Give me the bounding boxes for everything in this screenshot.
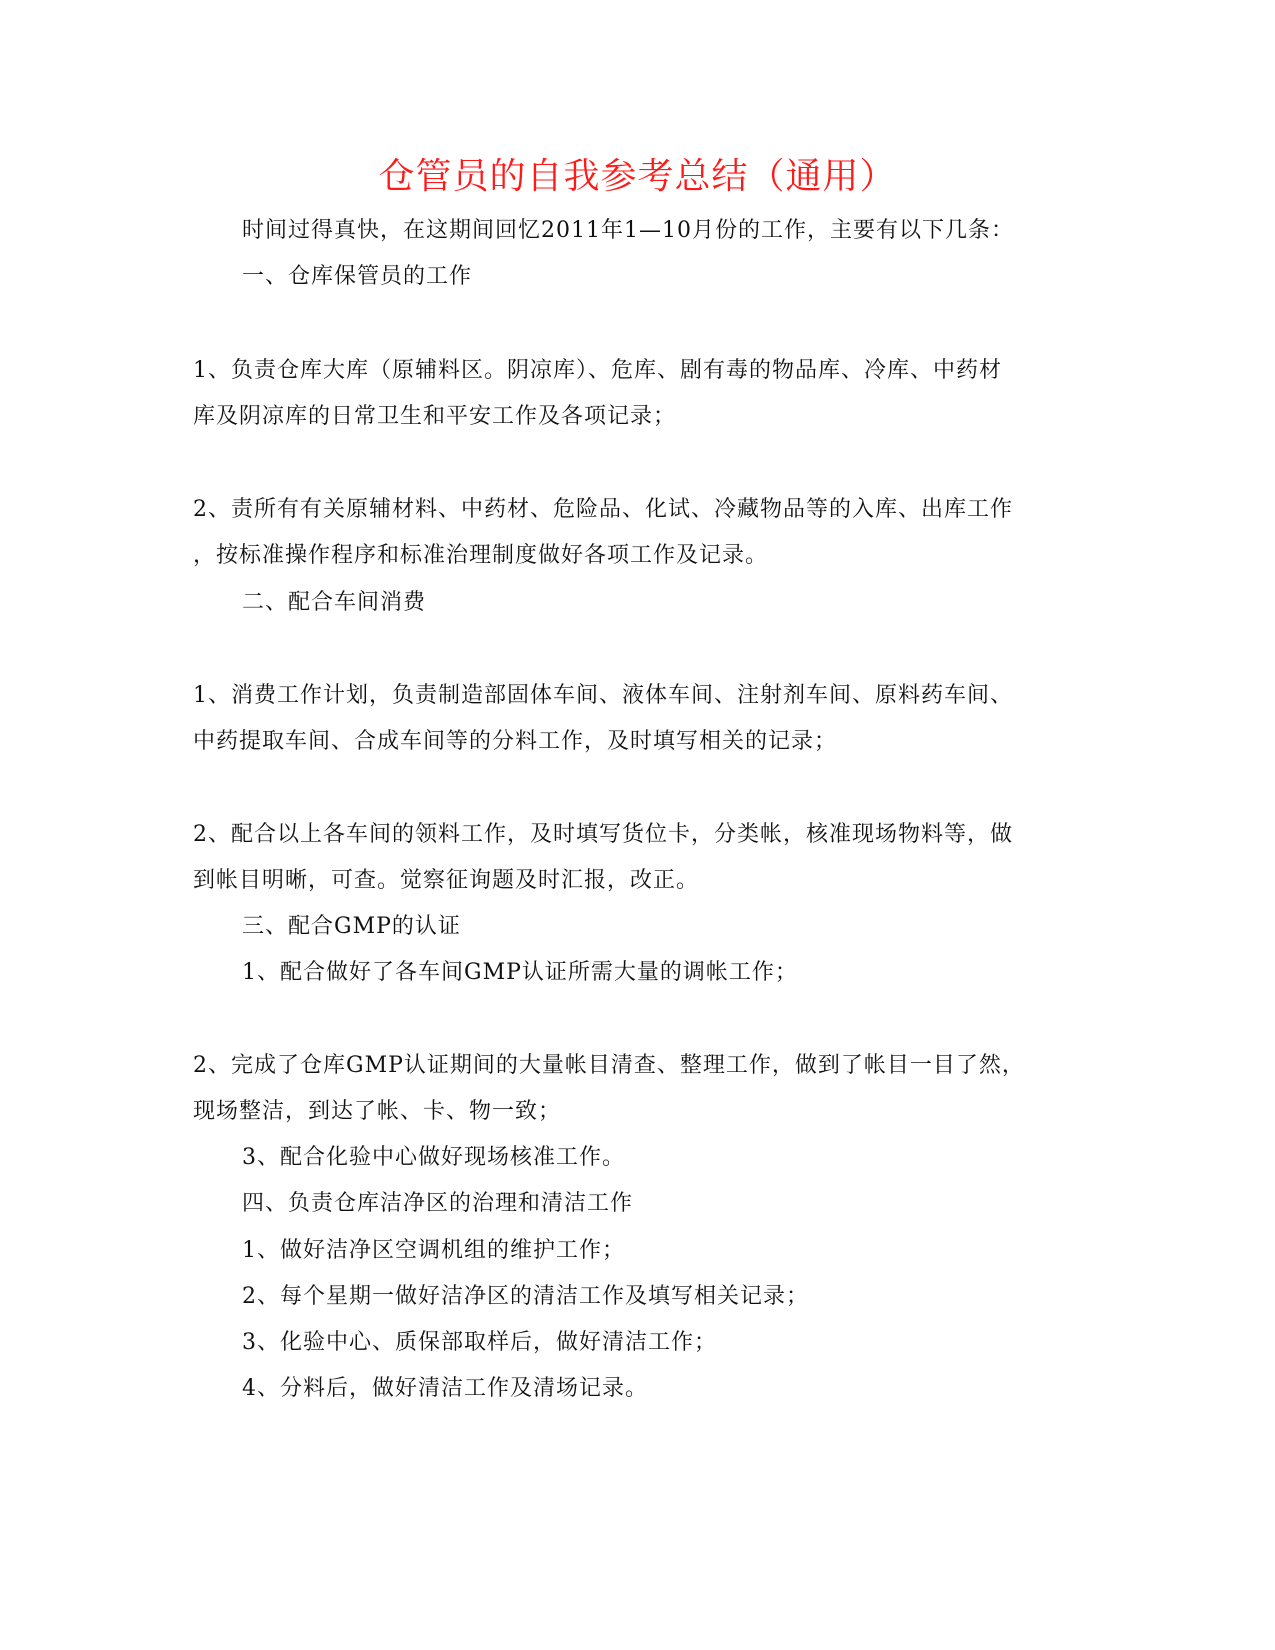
intro-paragraph: 时间过得真快，在这期间回忆2011年1—10月份的工作，主要有以下几条： — [242, 218, 1014, 243]
paragraph-line: 1、配合做好了各车间GMP认证所需大量的调帐工作； — [242, 960, 798, 985]
paragraph-line: 2、配合以上各车间的领料工作，及时填写货位卡，分类帐，核准现场物料等，做 — [193, 822, 1013, 847]
paragraph-line: 到帐目明晰，可查。觉察征询题及时汇报，改正。 — [193, 868, 700, 893]
section-heading-3: 三、配合GMP的认证 — [242, 914, 461, 939]
paragraph-line: 3、化验中心、质保部取样后，做好清洁工作； — [242, 1330, 717, 1355]
paragraph-line: 2、责所有有关原辅材料、中药材、危险品、化试、冷藏物品等的入库、出库工作 — [193, 497, 1013, 522]
paragraph-line: 中药提取车间、合成车间等的分料工作，及时填写相关的记录； — [193, 729, 838, 754]
paragraph-line: 2、每个星期一做好洁净区的清洁工作及填写相关记录； — [242, 1284, 809, 1309]
paragraph-line: ，按标准操作程序和标准治理制度做好各项工作及记录。 — [193, 543, 769, 568]
paragraph-line: 2、完成了仓库GMP认证期间的大量帐目清查、整理工作，做到了帐目一目了然， — [193, 1053, 1025, 1078]
paragraph-line: 1、负责仓库大库（原辅料区。阴凉库）、危库、剧有毒的物品库、冷库、中药材 — [193, 358, 1002, 383]
paragraph-line: 库及阴凉库的日常卫生和平安工作及各项记录； — [193, 404, 677, 429]
paragraph-line: 3、配合化验中心做好现场核准工作。 — [242, 1145, 625, 1170]
section-heading-2: 二、配合车间消费 — [242, 590, 427, 615]
paragraph-line: 1、做好洁净区空调机组的维护工作； — [242, 1238, 625, 1263]
section-heading-4: 四、负责仓库洁净区的治理和清洁工作 — [242, 1191, 634, 1216]
document-title: 仓管员的自我参考总结（通用） — [378, 156, 897, 197]
section-heading-1: 一、仓库保管员的工作 — [242, 264, 473, 289]
paragraph-line: 4、分料后，做好清洁工作及清场记录。 — [242, 1376, 648, 1401]
paragraph-line: 1、消费工作计划，负责制造部固体车间、液体车间、注射剂车间、原料药车间、 — [193, 683, 1013, 708]
paragraph-line: 现场整洁，到达了帐、卡、物一致； — [193, 1099, 562, 1124]
